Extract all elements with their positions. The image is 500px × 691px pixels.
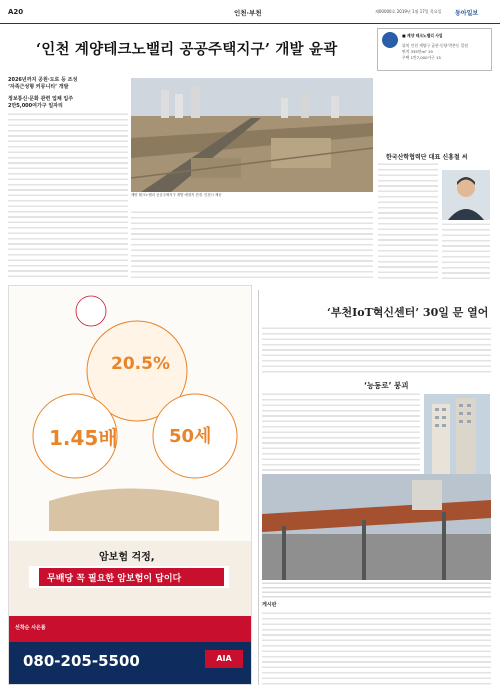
ad-gift-label: 선착순 사은품 (15, 625, 46, 631)
insurance-ad (8, 285, 252, 685)
issue-date: 제00000호 2019년 1월 17일 목요일 (375, 9, 442, 14)
main-headline: ‘인천 계양테크노밸리 공공주택지구’ 개발 윤곽 (36, 41, 338, 58)
info-row: 위치 인천 계양구 귤현·동양·박촌동 일원 (402, 43, 468, 48)
collapse-headline: ‘능동로’ 붕괴 (364, 381, 409, 390)
ad-top-label: 암보험 걱정, (99, 552, 155, 563)
info-box-title: ■ 계양 테크노밸리 사업 (402, 33, 443, 38)
page-header (0, 0, 500, 24)
profile-text-2 (442, 222, 490, 280)
newspaper-logo: 동아일보 (455, 10, 479, 17)
subhead-2: ‘자족근성형 커뮤니티’ 개발 (8, 84, 69, 90)
subhead-1: 2026년까지 공원·도로 등 조성 (8, 77, 78, 83)
profile-photo (442, 170, 490, 220)
photo-caption: 계양 테크노밸리 공공주택지구 개발 예정지 전경. 인천시 제공 (131, 193, 222, 197)
ad-stat-pct: 20.5% (111, 354, 170, 374)
skywalk-photo (262, 474, 491, 580)
info-row: 면적 335만m² 19 (402, 49, 433, 54)
ad-red-band (9, 616, 252, 642)
ad-footer (9, 642, 252, 685)
ad-brand-logo: AIA (205, 650, 243, 668)
logo-icon (382, 32, 398, 48)
iot-headline: ‘부천IoT혁신센터’ 30일 문 열어 (327, 306, 489, 319)
collapse-article (262, 392, 420, 472)
info-box (377, 28, 492, 71)
profile-title: 한국산학협력단 대표 신홍철 씨 (386, 154, 468, 161)
section-title: 인천·부천 (234, 9, 262, 17)
subhead-4: 2만5,000여가구 일자리 (8, 103, 63, 109)
bulletin-text (262, 611, 491, 686)
subhead-3: 정보통신·문화 관련 업체 입주 (8, 96, 74, 102)
ad-phone: 080-205-5500 (23, 652, 140, 670)
ad-stat-b: 50세 (169, 426, 212, 447)
building-photo (424, 394, 490, 474)
article-column-1 (8, 112, 128, 280)
iot-article (262, 326, 491, 374)
info-row: 주택 1만7,000가구 15 (402, 55, 441, 60)
bulletin-heading: 게시판 (262, 602, 277, 608)
aerial-photo (131, 78, 373, 192)
skywalk-caption (262, 581, 491, 599)
column-divider (258, 290, 259, 685)
ad-headline: 무배당 꼭 필요한 암보험이 답이다 (47, 574, 182, 584)
ad-stat-a: 1.45배 (49, 426, 118, 450)
page-number: A20 (8, 8, 24, 16)
profile-text (378, 162, 438, 282)
article-column-2 (131, 210, 373, 280)
